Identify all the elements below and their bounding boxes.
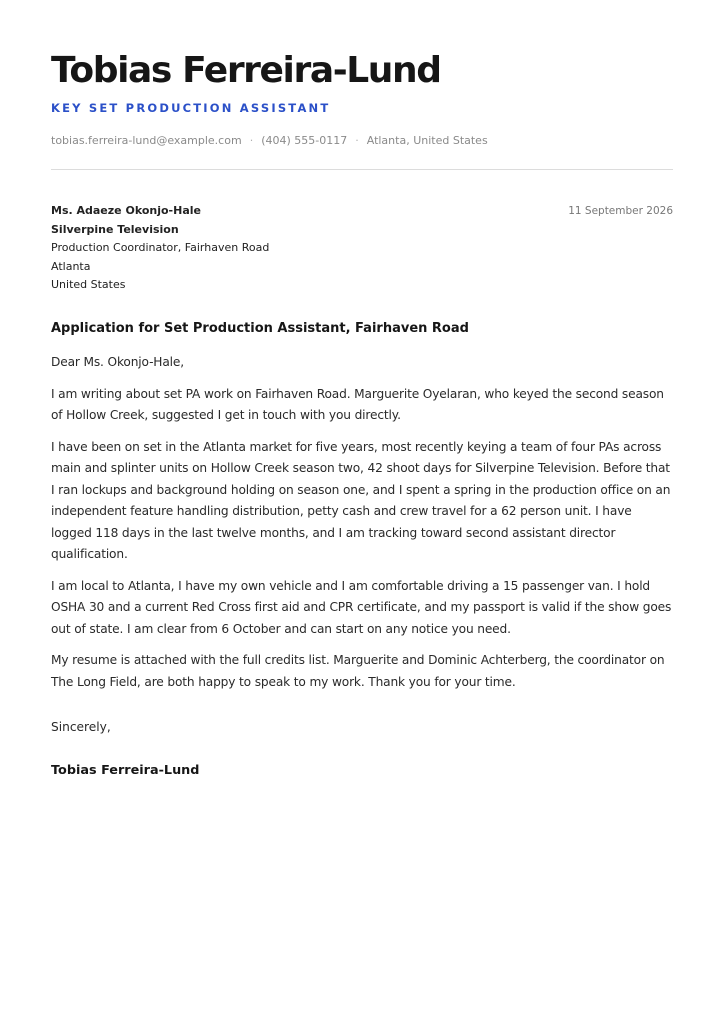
- recipient-block: [51, 202, 673, 294]
- signature: Tobias Ferreira-Lund: [51, 763, 200, 778]
- contact-phone: (404) 555-0117: [261, 134, 348, 147]
- recipient-title: Production Coordinator, Fairhaven Road: [51, 241, 270, 254]
- contact-email: tobias.ferreira-lund@example.com: [51, 134, 242, 147]
- body-paragraph: I am writing about set PA work on Fairhaven Road. Marguerite Oyelaran, who keyed the second season of Hollow Creek, suggested I get in touch with you directly.: [51, 386, 664, 422]
- salutation: Dear Ms. Okonjo-Hale,: [51, 355, 184, 369]
- letter-subject: Application for Set Production Assistant, Fairhaven Road: [51, 321, 469, 336]
- applicant-name: Tobias Ferreira-Lund: [51, 50, 441, 91]
- contact-separator: ·: [249, 134, 254, 147]
- closing: Sincerely,: [51, 720, 111, 734]
- recipient-country: United States: [51, 278, 126, 291]
- letter-date: 11 September 2026: [568, 205, 673, 217]
- body-paragraph: My resume is attached with the full credits list. Marguerite and Dominic Achterberg, the coordinator on The Long Field, are both happy to speak to my work. Thank you for your time.: [51, 653, 665, 689]
- body-paragraph: I am local to Atlanta, I have my own vehicle and I am comfortable driving a 15 passenger van. I hold OSHA 30 and a current Red Cross first aid and CPR certificate, and my passport is valid if the show goes out of state. I am clear from 6 October and can start on any notice you need.: [51, 578, 672, 636]
- recipient-city: Atlanta: [51, 259, 91, 273]
- body-paragraph: I have been on set in the Atlanta market for five years, most recently keying a team of four PAs across main and splinter units on Hollow Creek season two, 42 shoot days for Silverpine Television. Before that I ran lockups and background holding on season one, and I spent a spring in the production office on an independent feature handling distribution, petty cash and crew travel for a 62 person unit. I have logged 118 days in the last twelve months, and I am tracking toward second assistant director qualification.: [51, 439, 671, 561]
- cover-letter: [51, 48, 673, 781]
- contact-location: Atlanta, United States: [366, 134, 488, 147]
- contact-line: [51, 134, 673, 148]
- letter-body: [51, 352, 673, 693]
- recipient-name: Ms. Adaeze Okonjo-Hale: [51, 204, 201, 217]
- header-divider: [51, 169, 673, 170]
- contact-separator: ·: [355, 134, 359, 147]
- recipient-company: Silverpine Television: [51, 222, 179, 236]
- applicant-role: KEY SET PRODUCTION ASSISTANT: [51, 101, 331, 115]
